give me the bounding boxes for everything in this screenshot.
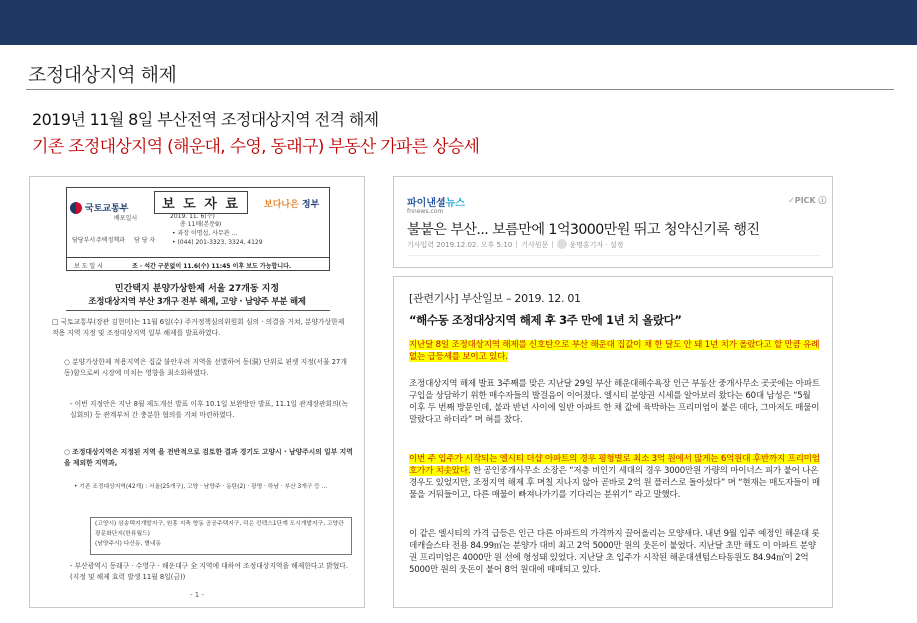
article-paragraph-2: 조정대상지역 해제 발표 3주째를 맞은 지난달 29일 부산 해운대해수욕장 인근 부동산 중개사무소 곳곳에는 아파트 구입을 상담하기 위한 매수자들의 발걸음이 이어졌다. 엘시티 분양권 시세를 알아보러 왔다는 60대 남성은 “5월 이후 두 번째 방문인데, 불과 반년 사이에 일반 아파트 한 채 값에 육박하는 프리미엄이 붙은 데다, 그마저도 매물이 말랐다고 하더라” 며 혀를 찼다. [409,379,820,426]
press-release-title: 보 도 자 료 [154,191,248,214]
busan-ilbo-article-card [393,276,833,608]
subtitle-price-rise: 기존 조정대상지역 (해운대, 수영, 동래구) 부동산 가파른 상승세 [32,137,480,157]
fnnews-divider [407,255,820,256]
press-paragraph-1: □ 국토교통부(장관 김현미)는 11월 6일(수) 주거정책심의위원회 심의 · 의결을 거쳐, 분양가상한제 적용 지역 지정 및 조정대상지역 일부 해제를 발표하였다. [52,318,345,337]
fnnews-logo: 파이낸셜뉴스 [407,198,465,209]
page-count: 총 11매(본문9) [180,221,222,228]
contact-value: • 과장 이명섭, 사무관 ... • (044) 201-3323, 3324, 4129 [172,230,263,246]
contact-label: 담 당 자 [134,237,156,244]
embargo-row [66,257,330,272]
original-article-link[interactable]: 기사원문 [521,241,549,249]
article-paragraph-4: 이 같은 엘시티의 가격 급등은 인근 다른 아파트의 가격까지 끌어올리는 모양새다. 내년 9월 입주 예정인 해운대 롯데캐슬스타 전용 84.99㎡는 분양가 대비 최고 2억 5000만 원의 웃돈이 붙었다. 지난달 초만 해도 이 아파트 분양권 프리미엄은 4000만 원 선에 형성돼 있었다. 지난달 초 입주가 시작된 해운대센텀스타동원도 84.94㎡이 2억 5000만 원의 웃돈이 붙어 8억 원대에 매매되고 있다. [409,529,820,576]
title-divider [26,89,894,90]
fnnews-card [393,176,833,268]
slide-title: 조정대상지역 해제 [28,64,177,86]
article-headline: “해수동 조정대상지역 해제 후 3주 만에 1년 치 올랐다” [409,313,682,327]
slogan-logo: 보다나은 정부 [264,200,320,210]
fnnews-meta [407,239,623,250]
press-release-document [29,176,365,608]
embargo-label: 보 도 일 시 [74,263,103,270]
heading-divider [66,310,330,311]
fnnews-headline[interactable]: 불붙은 부산... 보름만에 1억3000만원 뛰고 청약신기록 행진 [407,222,760,238]
top-banner [0,0,917,45]
press-heading-1: 민간택지 분양가상한제 서울 27개동 지정 [114,284,280,294]
fnnews-url: fnnews.com [407,208,444,215]
pick-badge[interactable]: ✓PICK ⓘ [788,196,827,205]
subtitle-date-line: 2019년 11월 8일 부산전역 조정대상지역 전격 해제 [32,110,379,129]
taegeuk-icon [70,202,82,214]
article-paragraph-3 [409,453,821,501]
article-paragraph-1 [409,339,821,363]
press-paragraph-2: ○ 분양가상한제 적용지역은 집값 불안우려 지역을 선별하여 동(洞) 단위로 핀셋 지정(서울 27개동)함으로써 시장에 미치는 영향을 최소화하였다. [64,358,347,377]
press-paragraph-3: - 이번 지정안은 지난 8월 제도개선 발표 이후 10.1일 보완방안 발표, 11.1일 관계장관회의(녹실회의) 등 관계부처 간 충분한 협의를 거쳐 마련하였다. [70,400,348,419]
highlight-lead: 지난달 8일 조정대상지역 해제를 신호탄으로 부산 해운대 집값이 채 한 달도 안 돼 1년 치가 올랐다고 할 만큼 유례없는 급등세를 보이고 있다. [409,340,820,363]
embargo-text: 조 · 석간 구분없이 11.6(수) 11:45 이후 보도 가능합니다. [132,263,292,270]
author-avatar-icon [557,239,567,249]
page-number: - 1 - [190,591,204,599]
article-paragraph-3-rest: 한 공인중개사무소 소장은 “저층 비인기 세대의 경우 3000만원 가량의 마이너스 피가 붙어 나온 경우도 있었지만, 조정지역 해제 후 며칠 지나지 않아 곧바로 2억 원 플러스로 돌아섰다” 며 “현재는 매도자들이 매물을 거둬들이고, 다른 매물이 빠져나가기를 기다리는 분위기” 라고 말했다. [409,466,820,501]
release-date: 2019. 11. 6(수) [170,213,215,220]
article-reference: [관련기사] 부산일보 – 2019. 12. 01 [409,292,581,305]
dept-value: 주택정책과 [96,237,125,244]
article-timestamp: 기사입력 2019.12.02. 오후 5:10 [407,241,513,249]
dept-label: 담당부서 [72,237,96,244]
press-paragraph-6: - 부산광역시 동래구 · 수영구 · 해운대구 全 지역에 대하여 조정대상지역을 해제한다고 밝혔다.(지정 및 해제 효력 발생 11월 8일(금)) [70,562,349,581]
excluded-areas-box: (고양시) 삼송택지개발지구, 원흥 지축 향동 공공주택지구, 덕은 킨텍스1단계 도시개발지구, 고양관광문화단지(한류월드) (남양주시) 다산동, 별내동 [90,517,352,555]
press-paragraph-5: • 기존 조정대상지역(42개) : 서울(25개구), 고양 · 남양주 · 동탄(2) · 광명 · 하남 · 부산 3개구 등 ... [74,484,328,490]
author-name[interactable]: 윤명훈기자 · 설정 [569,241,624,249]
release-label: 배포일시 [114,215,138,222]
press-heading-2: 조정대상지역 부산 3개구 전부 해제, 고양 · 남양주 부분 해제 [88,297,306,307]
highlight-premium: 이번 주 입주가 시작되는 엘시티 더샵 아파트의 경우 평형별로 최소 3억 원에서 많게는 6억원대 후반까지 프리미엄 호가가 치솟았다. [409,454,820,477]
ministry-logo: 국토교통부 [70,201,128,214]
press-paragraph-4: ○ 조정대상지역은 지정된 지역 을 전반적으로 검토한 결과 경기도 고양시 · 남양주시의 일부 지역을 제외한 지역과, [64,448,353,467]
